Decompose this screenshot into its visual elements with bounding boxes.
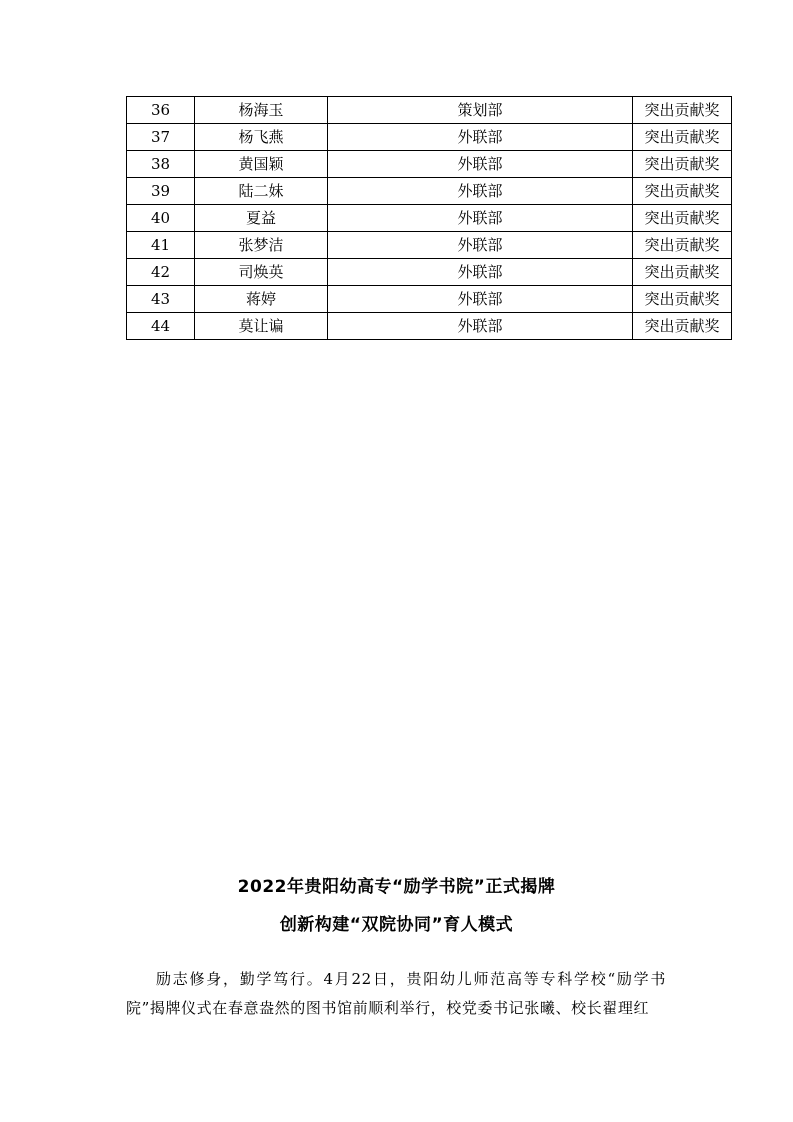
department: 策划部 [328,97,633,124]
person-name: 黄国颖 [195,151,328,178]
article-paragraph: 励志修身，勤学笃行。4月22日，贵阳幼儿师范高等专科学校“励学书院”揭牌仪式在春意盎然的图书馆前顺利举行，校党委书记张曦、校长翟理红 [126,970,666,1017]
table-row [127,286,732,313]
award-name: 突出贡献奖 [633,151,732,178]
table-row [127,205,732,232]
table-row [127,124,732,151]
table-row [127,313,732,340]
person-name: 张梦洁 [195,232,328,259]
award-table-body [127,97,732,340]
person-name: 杨海玉 [195,97,328,124]
award-table [126,96,732,340]
row-number: 38 [127,151,195,178]
department: 外联部 [328,259,633,286]
row-number: 37 [127,124,195,151]
department: 外联部 [328,286,633,313]
department: 外联部 [328,151,633,178]
table-row [127,178,732,205]
table-row [127,151,732,178]
article-title: 2022年贵阳幼高专“励学书院”正式揭牌 [237,877,556,897]
award-name: 突出贡献奖 [633,232,732,259]
row-number: 43 [127,286,195,313]
department: 外联部 [328,178,633,205]
award-name: 突出贡献奖 [633,97,732,124]
row-number: 36 [127,97,195,124]
table-row [127,232,732,259]
person-name: 莫让谝 [195,313,328,340]
award-name: 突出贡献奖 [633,178,732,205]
row-number: 40 [127,205,195,232]
row-number: 44 [127,313,195,340]
department: 外联部 [328,313,633,340]
person-name: 司焕英 [195,259,328,286]
person-name: 蒋婷 [195,286,328,313]
award-name: 突出贡献奖 [633,124,732,151]
table-row [127,259,732,286]
department: 外联部 [328,232,633,259]
person-name: 杨飞燕 [195,124,328,151]
person-name: 夏益 [195,205,328,232]
department: 外联部 [328,124,633,151]
award-name: 突出贡献奖 [633,205,732,232]
award-name: 突出贡献奖 [633,313,732,340]
article-subtitle: 创新构建“双院协同”育人模式 [279,915,514,935]
row-number: 41 [127,232,195,259]
department: 外联部 [328,205,633,232]
award-name: 突出贡献奖 [633,259,732,286]
row-number: 39 [127,178,195,205]
award-name: 突出贡献奖 [633,286,732,313]
person-name: 陆二妹 [195,178,328,205]
table-row [127,97,732,124]
row-number: 42 [127,259,195,286]
